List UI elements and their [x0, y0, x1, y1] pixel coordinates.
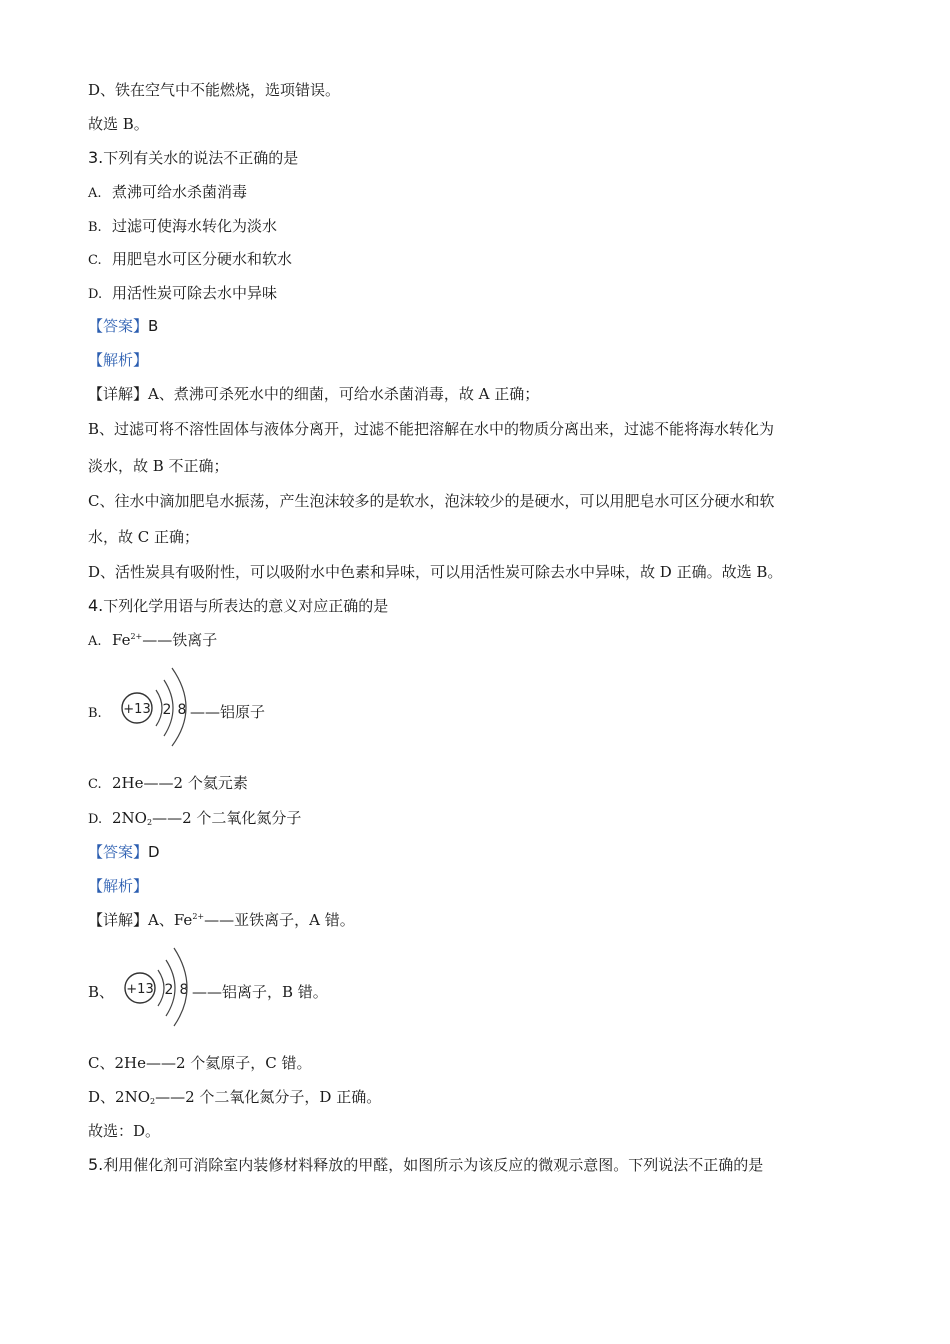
option-letter: C.	[88, 253, 102, 268]
detail-text: ——亚铁离子，A 错。	[204, 911, 355, 929]
detail-tag: 【详解】	[88, 385, 149, 403]
question-number: 4.	[88, 596, 104, 615]
subscript: 2	[150, 1097, 156, 1106]
question-text: 利用催化剂可消除室内装修材料释放的甲醛，如图所示为该反应的微观示意图。下列说法不正确的是	[103, 1156, 764, 1174]
option-letter: D.	[88, 812, 103, 827]
formula: Fe	[112, 631, 131, 649]
question-4-stem	[88, 596, 388, 616]
text-line: C、往水中滴加肥皂水振荡，产生泡沫较多的是软水，泡沫较少的是硬水，可以用肥皂水可区分硬水和软	[88, 492, 775, 510]
option-text: ——铁离子	[142, 631, 218, 649]
shell-2-electrons: 8	[177, 702, 187, 718]
option-d	[88, 808, 301, 830]
option-letter: B.	[88, 706, 102, 721]
text-line: D、活性炭具有吸附性，可以吸附水中色素和异味，可以用活性炭可除去水中异味，故 D 正确。故选 B。	[88, 563, 783, 581]
option-text: 煮沸可给水杀菌消毒	[112, 183, 248, 201]
option-text: 用肥皂水可区分硬水和软水	[112, 250, 293, 268]
aluminum-atom-diagram	[112, 944, 192, 1028]
option-a	[88, 630, 217, 652]
ion-charge: 2+	[130, 632, 143, 641]
detail-text: A、煮沸可杀死水中的细菌，可给水杀菌消毒，故 A 正确；	[148, 385, 540, 403]
option-d	[88, 283, 277, 305]
option-text: 2He——2 个氦元素	[112, 774, 248, 792]
option-text: ——2 个二氧化氮分子	[152, 809, 302, 827]
detail-text: ——2 个二氧化氮分子，D 正确。	[155, 1088, 382, 1106]
shell-1-electrons: 2	[162, 702, 172, 718]
option-b	[88, 216, 277, 238]
nucleus-charge: +13	[126, 982, 154, 997]
option-c	[88, 773, 248, 795]
text-line: B、过滤可将不溶性固体与液体分离开，过滤不能把溶解在水中的物质分离出来，过滤不能将海水转化为	[88, 420, 775, 438]
text-line: 故选：D。	[88, 1122, 161, 1140]
shell-1-electrons: 2	[164, 982, 174, 998]
question-3-stem	[88, 148, 298, 168]
option-text: 用活性炭可除去水中异味	[112, 284, 278, 302]
text-line: 水，故 C 正确；	[88, 528, 200, 546]
answer-line	[88, 842, 160, 862]
text-line: C、2He——2 个氦原子，C 错。	[88, 1054, 312, 1072]
detail-text: A、Fe	[148, 911, 193, 929]
text-line: D、铁在空气中不能燃烧，选项错误。	[88, 81, 341, 99]
answer-value: B	[148, 317, 159, 335]
analysis-line	[88, 876, 148, 896]
question-number: 5.	[88, 1155, 104, 1174]
option-c	[88, 249, 292, 271]
answer-value: D	[148, 843, 160, 861]
question-number: 3.	[88, 148, 104, 167]
question-text: 下列有关水的说法不正确的是	[103, 149, 299, 167]
aluminum-atom-diagram	[112, 664, 192, 748]
ion-charge: 2+	[192, 912, 205, 921]
text-line: 故选 B。	[88, 115, 149, 133]
answer-line	[88, 316, 158, 336]
option-letter: D.	[88, 287, 103, 302]
option-text: ——铝原子	[190, 703, 266, 721]
detail-text: D、2NO	[88, 1088, 150, 1106]
detail-tag: 【详解】	[88, 911, 149, 929]
option-a	[88, 182, 247, 204]
option-letter: A.	[88, 634, 102, 649]
question-text: 下列化学用语与所表达的意义对应正确的是	[103, 597, 389, 615]
option-letter: B.	[88, 220, 102, 235]
detail-line	[88, 910, 355, 930]
text-line: 淡水，故 B 不正确；	[88, 457, 229, 475]
answer-tag: 【答案】	[88, 843, 149, 861]
detail-text: ——铝离子，B 错。	[192, 983, 328, 1001]
option-letter: A.	[88, 186, 102, 201]
detail-d-line	[88, 1087, 381, 1107]
analysis-line	[88, 350, 148, 370]
subscript: 2	[146, 818, 153, 827]
analysis-tag: 【解析】	[88, 877, 149, 895]
shell-2-electrons: 8	[179, 982, 189, 998]
detail-line	[88, 384, 539, 404]
analysis-tag: 【解析】	[88, 351, 149, 369]
detail-b-prefix: B、	[88, 983, 115, 1001]
option-text: 过滤可使海水转化为淡水	[112, 217, 278, 235]
formula: 2NO	[112, 809, 147, 827]
question-5-stem	[88, 1155, 763, 1175]
answer-tag: 【答案】	[88, 317, 149, 335]
nucleus-charge: +13	[123, 702, 151, 717]
option-b	[88, 702, 112, 724]
option-letter: C.	[88, 777, 102, 792]
